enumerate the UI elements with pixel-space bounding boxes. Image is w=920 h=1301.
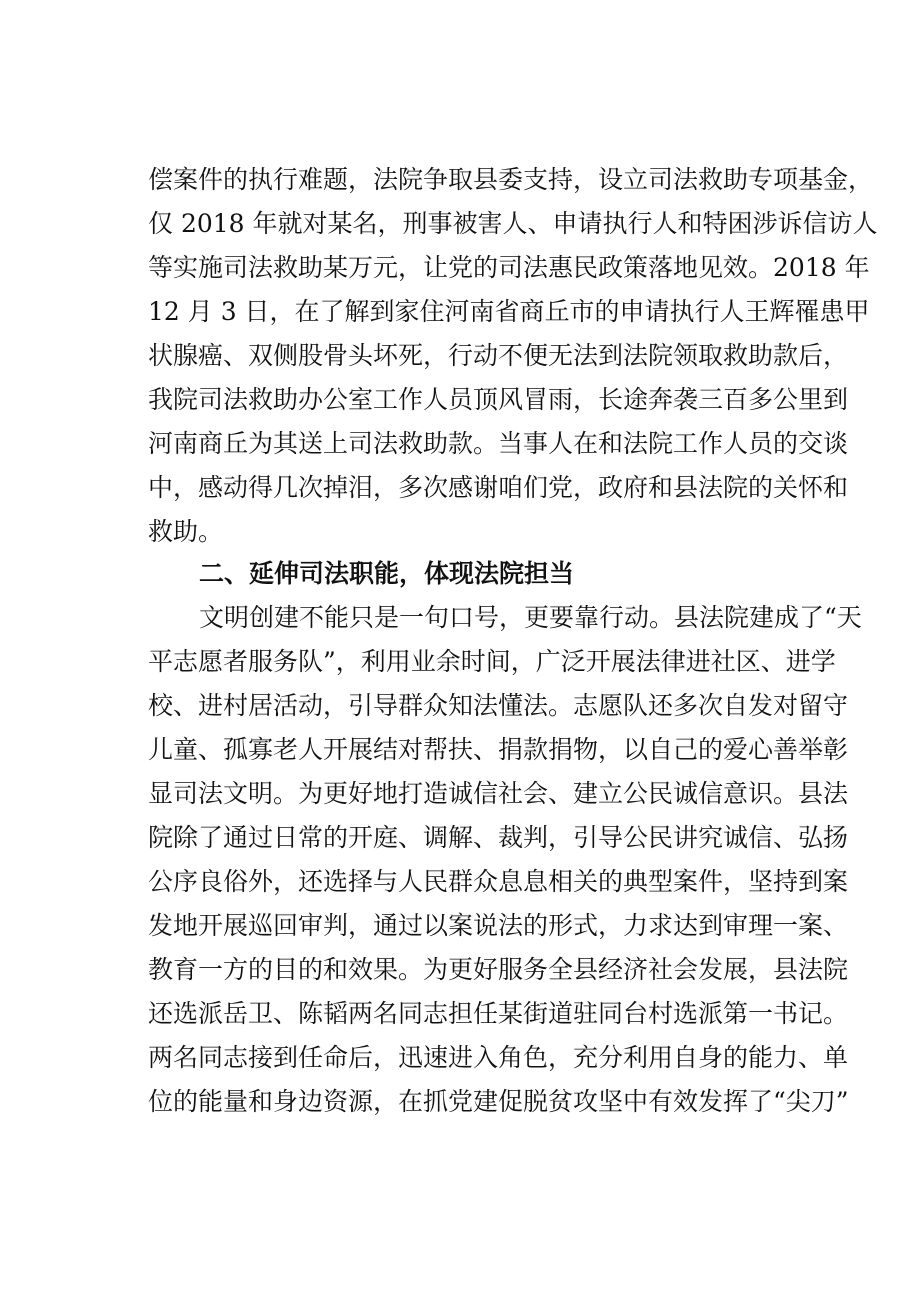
paragraph-1-line-2: 仅 2018 年就对某名，刑事被害人、申请执行人和特困涉诉信访人 [148,209,878,238]
paragraph-2-line-1: 文明创建不能只是一句口号，更要靠行动。县法院建成了“天 [199,603,862,632]
paragraph-1-line-9: 救助。 [148,517,224,546]
paragraph-2-line-8: 发地开展巡回审判，通过以案说法的形式，力求达到审理一案、 [148,911,849,940]
paragraph-1-line-5: 状腺癌、双侧股骨头坏死，行动不便无法到法院领取救助款后， [148,341,849,370]
paragraph-2-line-11: 两名同志接到任命后，迅速进入角色，充分利用自身的能力、单 [148,1043,849,1072]
paragraph-1-line-3: 等实施司法救助某万元，让党的司法惠民政策落地见效。2018 年 [148,253,870,282]
paragraph-2-line-10: 还选派岳卫、陈韬两名同志担任某街道驻同台村选派第一书记。 [148,999,849,1028]
section-heading: 二、延伸司法职能，体现法院担当 [199,559,575,588]
paragraph-1-line-4: 12 月 3 日，在了解到家住河南省商丘市的申请执行人王辉罹患甲 [148,297,870,326]
paragraph-2-line-6: 院除了通过日常的开庭、调解、裁判，引导公民讲究诚信、弘扬 [148,823,849,852]
paragraph-2-line-2: 平志愿者服务队”，利用业余时间，广泛开展法律进社区、进学 [148,647,836,676]
paragraph-2-line-3: 校、进村居活动，引导群众知法懂法。志愿队还多次自发对留守 [148,691,849,720]
paragraph-1-line-8: 中，感动得几次掉泪，多次感谢咱们党，政府和县法院的关怀和 [148,473,849,502]
paragraph-2-line-5: 显司法文明。为更好地打造诚信社会、建立公民诚信意识。县法 [148,779,849,808]
paragraph-2-line-9: 教育一方的目的和效果。为更好服务全县经济社会发展，县法院 [148,955,849,984]
paragraph-1-line-6: 我院司法救助办公室工作人员顶风冒雨，长途奔袭三百多公里到 [148,385,849,414]
paragraph-1-line-1: 偿案件的执行难题，法院争取县委支持，设立司法救助专项基金， [148,165,874,194]
paragraph-2-line-7: 公序良俗外，还选择与人民群众息息相关的典型案件，坚持到案 [148,867,849,896]
paragraph-2-line-12: 位的能量和身边资源，在抓党建促脱贫攻坚中有效发挥了“尖刀” [148,1087,849,1116]
paragraph-1-line-7: 河南商丘为其送上司法救助款。当事人在和法院工作人员的交谈 [148,429,849,458]
paragraph-2-line-4: 儿童、孤寡老人开展结对帮扶、捐款捐物，以自己的爱心善举彰 [148,735,849,764]
